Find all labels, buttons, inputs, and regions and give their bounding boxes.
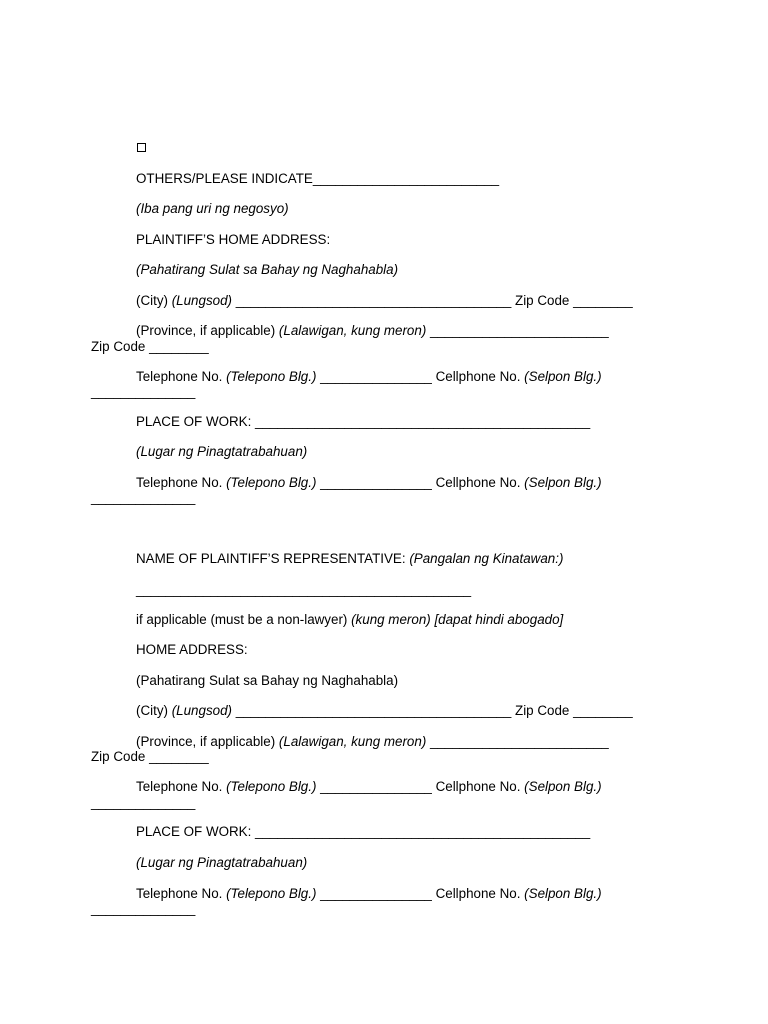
plaintiff-home-tagalog: (Pahatirang Sulat sa Bahay ng Naghahabla) [136, 262, 399, 277]
plaintiff-work-phone-line: Telephone No. (Telepono Blg.) _______________ Cellphone No. (Selpon Blg.) [136, 475, 602, 490]
work-blank[interactable]: _____________________________________________ [255, 414, 591, 429]
plaintiff-work-tagalog: (Lugar ng Pinagtatrabahuan) [136, 444, 308, 459]
rep-province-zip: Zip Code ________ [91, 749, 209, 764]
rep-work-tagalog: (Lugar ng Pinagtatrabahuan) [136, 855, 308, 870]
representative-home-heading: HOME ADDRESS: [136, 642, 248, 657]
others-tagalog: (Iba pang uri ng negosyo) [136, 201, 289, 216]
zip-blank[interactable]: ________ [149, 749, 209, 764]
zip-blank[interactable]: ________ [573, 293, 633, 308]
work-blank[interactable]: _____________________________________________ [255, 824, 591, 839]
tel-blank[interactable]: _______________ [316, 369, 436, 384]
cell-blank[interactable]: ______________ [91, 795, 196, 810]
representative-line: NAME OF PLAINTIFF’S REPRESENTATIVE: (Pangalan ng Kinatawan:) [136, 551, 564, 566]
others-blank[interactable]: _________________________ [312, 171, 500, 186]
representative-home-tagalog: (Pahatirang Sulat sa Bahay ng Naghahabla) [136, 673, 399, 688]
tel-blank[interactable]: _______________ [316, 475, 436, 490]
plaintiff-work-line: PLACE OF WORK: _____________________________________________ [136, 414, 591, 429]
plaintiff-phone-line: Telephone No. (Telepono Blg.) _______________ Cellphone No. (Selpon Blg.) [136, 369, 602, 384]
plaintiff-city-line: (City) (Lungsod) _____________________________________ Zip Code ________ [136, 293, 633, 308]
cell-blank[interactable]: ______________ [91, 384, 196, 399]
city-blank[interactable]: _____________________________________ [232, 293, 516, 308]
plaintiff-home-heading: PLAINTIFF’S HOME ADDRESS: [136, 232, 331, 247]
representative-blank[interactable]: _____________________________________________ [136, 582, 472, 597]
plaintiff-province-zip: Zip Code ________ [91, 339, 209, 354]
tel-blank[interactable]: _______________ [316, 886, 436, 901]
plaintiff-province-line: (Province, if applicable) (Lalawigan, kung meron) ________________________ [136, 323, 609, 338]
cell-blank[interactable]: ______________ [91, 490, 196, 505]
rep-work-line: PLACE OF WORK: _____________________________________________ [136, 824, 591, 839]
province-blank[interactable]: ________________________ [426, 323, 609, 338]
rep-phone-line: Telephone No. (Telepono Blg.) _______________ Cellphone No. (Selpon Blg.) [136, 779, 602, 794]
zip-blank[interactable]: ________ [573, 703, 633, 718]
others-label: OTHERS/PLEASE INDICATE [136, 171, 313, 186]
tel-blank[interactable]: _______________ [316, 779, 436, 794]
rep-province-line: (Province, if applicable) (Lalawigan, kung meron) ________________________ [136, 734, 609, 749]
others-line [136, 171, 499, 187]
representative-note: if applicable (must be a non-lawyer) (kung meron) [dapat hindi abogado] [136, 612, 564, 627]
rep-work-phone-line: Telephone No. (Telepono Blg.) _______________ Cellphone No. (Selpon Blg.) [136, 886, 602, 901]
checkbox[interactable] [137, 143, 146, 152]
zip-blank[interactable]: ________ [149, 339, 209, 354]
city-blank[interactable]: _____________________________________ [232, 703, 516, 718]
rep-city-line: (City) (Lungsod) _____________________________________ Zip Code ________ [136, 703, 633, 718]
cell-blank[interactable]: ______________ [91, 901, 196, 916]
province-blank[interactable]: ________________________ [426, 734, 609, 749]
